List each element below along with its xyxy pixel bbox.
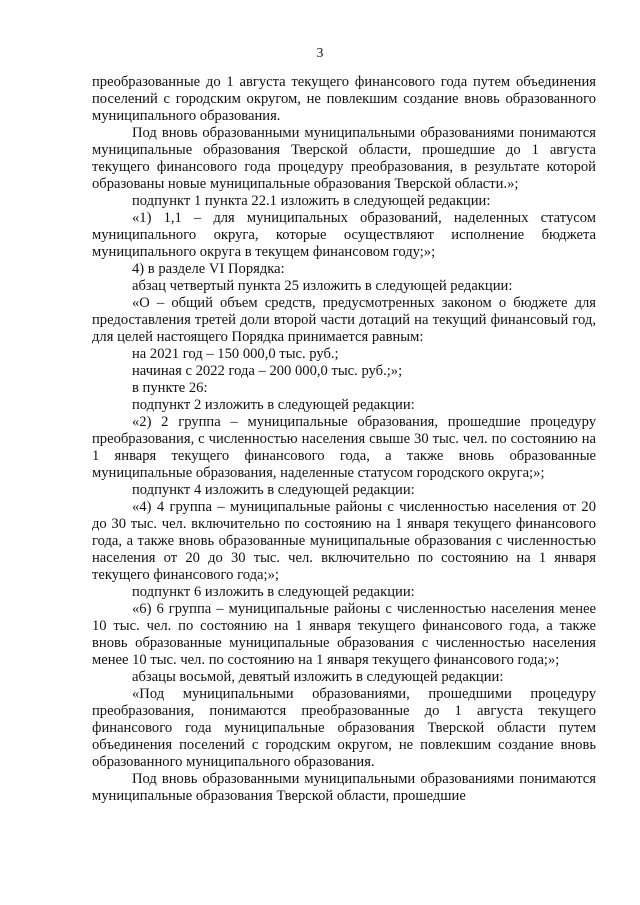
paragraph: подпункт 1 пункта 22.1 изложить в следующей редакции: [132, 193, 491, 209]
paragraph: в пункте 26: [132, 380, 208, 396]
paragraph: подпункт 4 изложить в следующей редакции: [132, 482, 415, 498]
paragraph: «4) 4 группа – муниципальные районы с численностью населения от 20 до 30 тыс. чел. включительно по состоянию на 1 января текущего финансового года, а также вновь образованные муниципальные образования с численностью населения от 20 до 30 тыс. чел. включительно по состоянию на 1 января текущего финансового года;»; [92, 499, 596, 583]
paragraph: абзац четвертый пункта 25 изложить в следующей редакции: [132, 278, 513, 294]
paragraph: начиная с 2022 года – 200 000,0 тыс. руб.;»; [132, 363, 403, 379]
paragraph: преобразованные до 1 августа текущего финансового года путем объединения поселений с городским округом, не повлекшим создание вновь образованного муниципального образования. [92, 74, 596, 124]
paragraph: «1) 1,1 – для муниципальных образований, наделенных статусом муниципального округа, которые осуществляют исполнение бюджета муниципального округа в текущем финансовом году;»; [92, 210, 596, 260]
paragraph: «2) 2 группа – муниципальные образования, прошедшие процедуру преобразования, с численностью населения свыше 30 тыс. чел. по состоянию на 1 января текущего финансового года, а также вновь образованные муниципальные образования, наделенные статусом городского округа;»; [92, 414, 596, 481]
paragraph: Под вновь образованными муниципальными образованиями понимаются муниципальные образования Тверской области, прошедшие до 1 августа текущего финансового года процедуру преобразования, в результате которой образованы новые муниципальные образования Тверской области.»; [92, 125, 596, 192]
paragraph: «6) 6 группа – муниципальные районы с численностью населения менее 10 тыс. чел. по состоянию на 1 января текущего финансового года, а также вновь образованные муниципальные образования с численностью населения менее 10 тыс. чел. по состоянию на 1 января текущего финансового года;»; [92, 601, 596, 668]
document-body [92, 74, 596, 805]
page-number: 3 [316, 45, 324, 60]
paragraph: на 2021 год – 150 000,0 тыс. руб.; [132, 346, 339, 362]
paragraph: «O – общий объем средств, предусмотренных законом о бюджете для предоставления третей доли второй части дотаций на текущий финансовый год, для целей настоящего Порядка принимается равным: [92, 295, 596, 345]
paragraph: «Под муниципальными образованиями, прошедшими процедуру преобразования, понимаются преобразованные до 1 августа текущего финансового года муниципальные образования Тверской области путем объединения поселений с городским округом, не повлекшим создание вновь образованного муниципального образования. [92, 686, 596, 770]
paragraph: подпункт 6 изложить в следующей редакции: [132, 584, 415, 600]
paragraph: 4) в разделе VI Порядка: [132, 261, 285, 277]
paragraph: Под вновь образованными муниципальными образованиями понимаются муниципальные образования Тверской области, прошедшие [92, 771, 596, 804]
paragraph: подпункт 2 изложить в следующей редакции: [132, 397, 415, 413]
paragraph: абзацы восьмой, девятый изложить в следующей редакции: [132, 669, 504, 685]
